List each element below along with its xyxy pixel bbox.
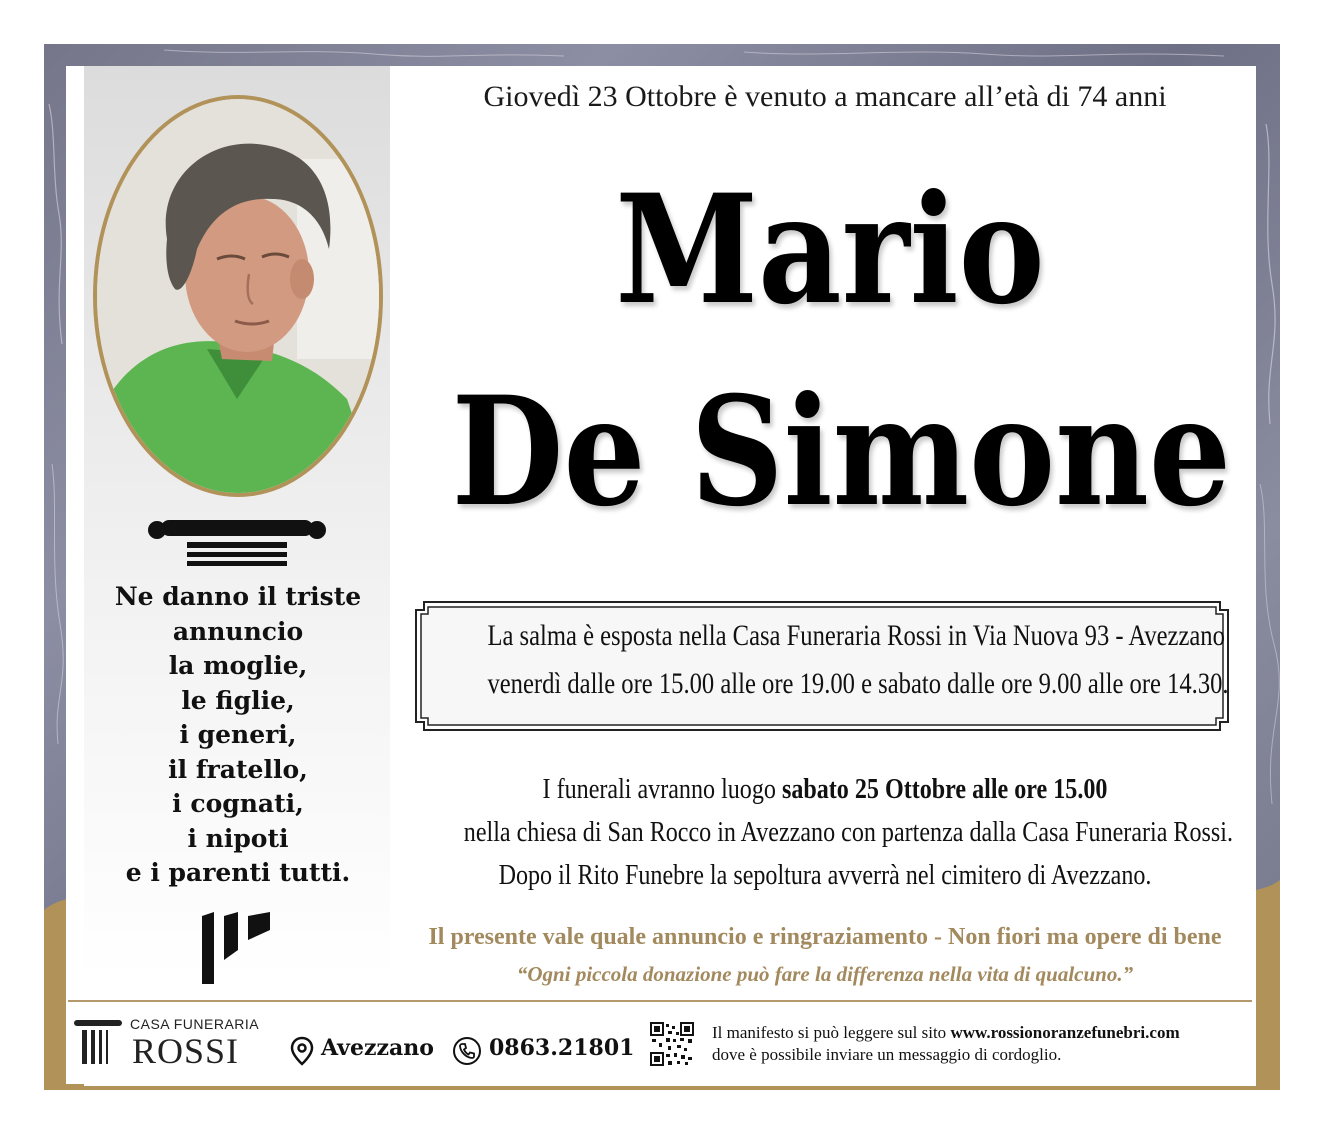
qr-code-icon bbox=[650, 1022, 694, 1066]
portrait-illustration bbox=[97, 99, 379, 493]
funeral-details bbox=[463, 768, 1233, 897]
viewing-line-1: La salma è esposta nella Casa Funeraria Rossi in Via Nuova 93 - Avezzano bbox=[487, 619, 1225, 652]
rossi-logo-icon bbox=[200, 910, 272, 984]
brand-subtitle: CASA FUNERARIA bbox=[130, 1016, 260, 1032]
funeral-line-1-prefix: I funerali avranno luogo bbox=[542, 774, 782, 805]
site-line-2: dove è possibile inviare un messaggio di cordoglio. bbox=[712, 1045, 1062, 1064]
footer-website-info bbox=[712, 1022, 1180, 1066]
rossi-column-logo-icon bbox=[68, 1016, 128, 1068]
announcement-line: le figlie, bbox=[181, 685, 295, 715]
notice-text: Il presente vale quale annuncio e ringraziamento - Non fiori ma opere di bene bbox=[428, 924, 1222, 950]
footer-divider bbox=[68, 1000, 1252, 1002]
funeral-line-2: nella chiesa di San Rocco in Avezzano con partenza dalla Casa Funeraria Rossi. bbox=[463, 817, 1233, 848]
brand-name: ROSSI bbox=[132, 1031, 240, 1071]
phone-icon bbox=[452, 1036, 482, 1066]
viewing-details bbox=[487, 612, 1229, 708]
announcement-line: Ne danno il triste bbox=[114, 582, 362, 611]
funeral-date-time: sabato 25 Ottobre alle ore 15.00 bbox=[781, 774, 1108, 805]
viewing-line-2: venerdì dalle ore 15.00 alle ore 19.00 e sabato dalle ore 9.00 alle ore 14.30. bbox=[487, 667, 1229, 700]
announcement-line: il fratello, bbox=[168, 754, 308, 784]
announcement-line: i cognati, bbox=[172, 789, 304, 818]
footer-city: Avezzano bbox=[321, 1035, 434, 1061]
announcement-line: annuncio bbox=[172, 616, 304, 646]
site-line-1-prefix: Il manifesto si può leggere sul sito bbox=[712, 1023, 951, 1042]
column-capital-icon bbox=[147, 520, 327, 568]
funeral-line-1 bbox=[464, 768, 1186, 811]
deceased-last-name: De Simone bbox=[451, 364, 1232, 540]
family-announcement bbox=[90, 580, 386, 891]
quote-text: “Ogni piccola donazione può fare la differenza nella vita di qualcuno.” bbox=[516, 962, 1134, 986]
announcement-line: e i parenti tutti. bbox=[125, 858, 351, 887]
deceased-first-name: Mario bbox=[615, 162, 1045, 338]
site-url-link[interactable]: www.rossionoranzefunebri.com bbox=[950, 1023, 1180, 1042]
portrait-photo bbox=[93, 95, 383, 497]
location-pin-icon bbox=[290, 1036, 314, 1066]
death-notice: Giovedì 23 Ottobre è venuto a mancare all’età di 74 anni bbox=[483, 80, 1167, 113]
announcement-line: i nipoti bbox=[187, 823, 289, 853]
announcement-line: la moglie, bbox=[168, 651, 308, 680]
site-line-1 bbox=[712, 1022, 1180, 1044]
funeral-line-3: Dopo il Rito Funebre la sepoltura avverrà nel cimitero di Avezzano. bbox=[498, 860, 1152, 891]
announcement-line: i generi, bbox=[179, 720, 297, 749]
footer-phone: 0863.21801 bbox=[489, 1035, 635, 1061]
